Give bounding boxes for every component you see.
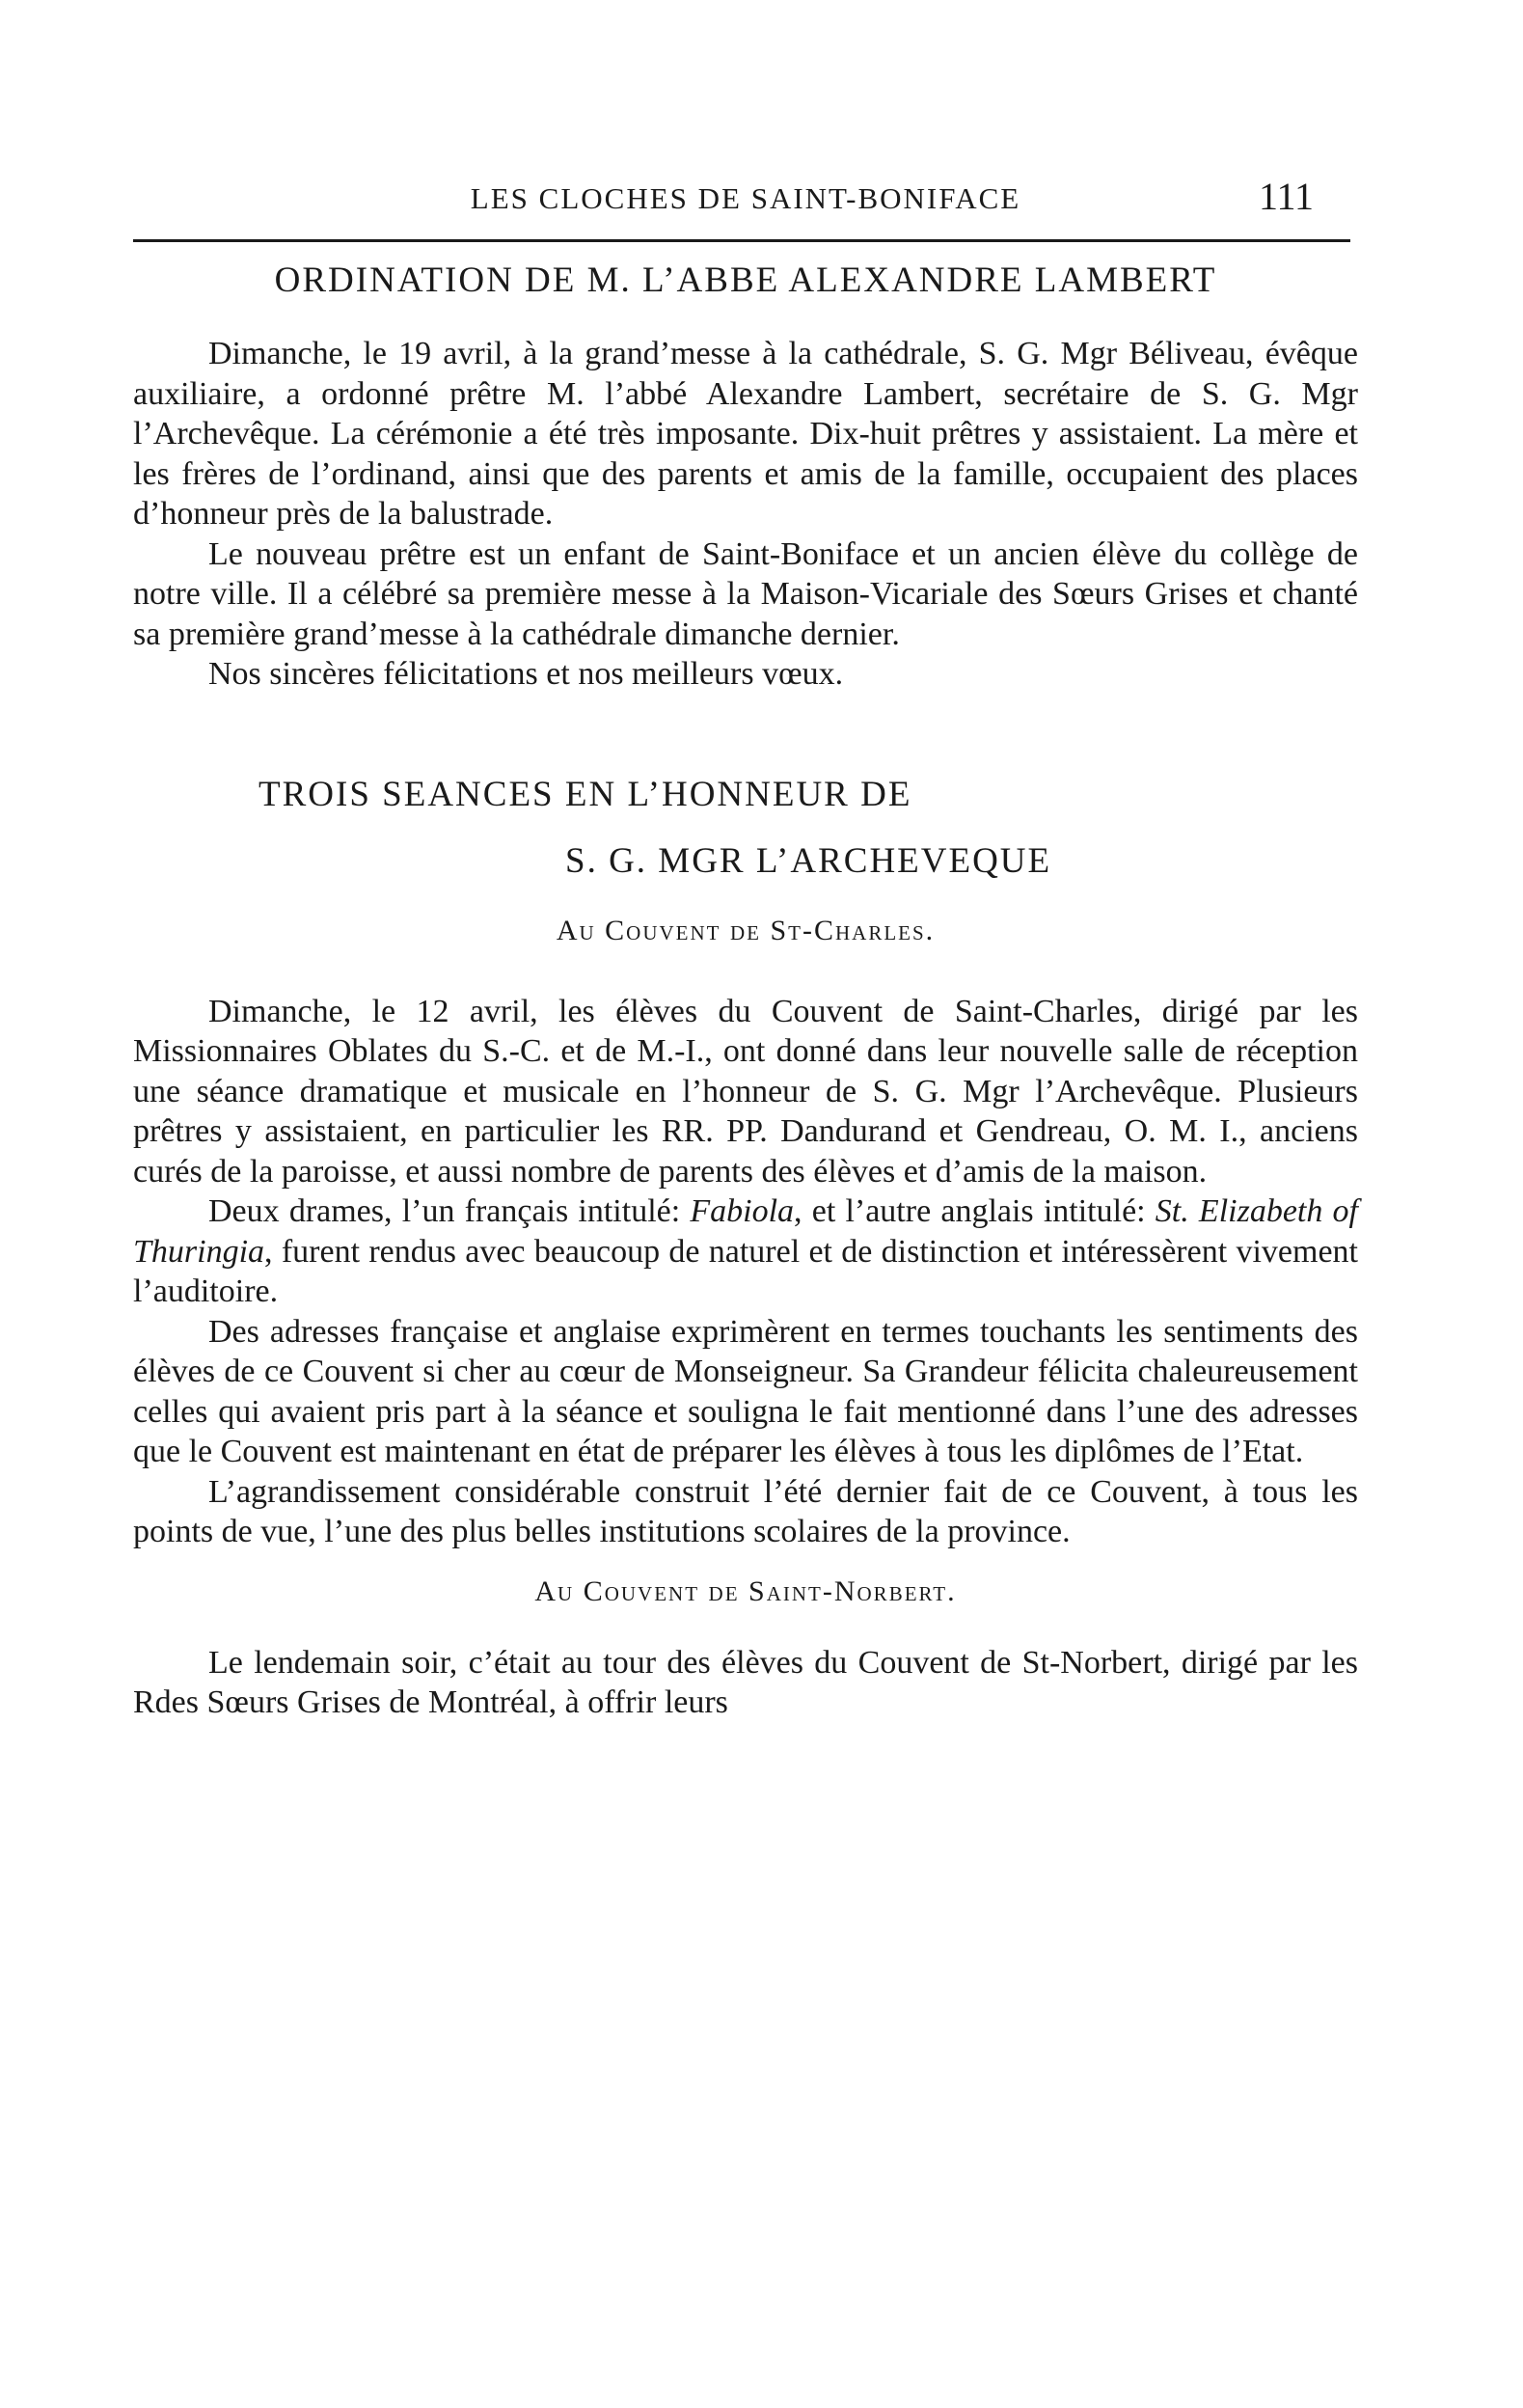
play-title-italic: St. Elizabeth of Thuringia bbox=[133, 1193, 1358, 1270]
paragraph-text: Deux drames, l’un français intitulé: bbox=[208, 1193, 691, 1229]
paragraph: Des adresses française et anglaise exprimèrent en termes touchants les sentiments des élèves de ce Couvent si cher au cœur de Monseigneur. Sa Grandeur félicita chaleureusement celles qui avaient pris part à la séance et souligna le fait mentionné dans l’une des adresses que le Couvent est maintenant en état de préparer les élèves à tous les diplômes de l’Etat. bbox=[133, 1313, 1358, 1469]
paragraph bbox=[133, 1191, 1358, 1312]
section-title-ordination: ORDINATION DE M. L’ABBE ALEXANDRE LAMBERT bbox=[274, 260, 1217, 300]
section-ordination bbox=[133, 260, 1358, 695]
section-title-seances-line2: S. G. MGR L’ARCHEVEQUE bbox=[565, 840, 1052, 881]
paragraph: Le lendemain soir, c’était au tour des élèves du Couvent de St-Norbert, dirigé par les Rdes Sœurs Grises de Montréal, à offrir leurs bbox=[133, 1644, 1358, 1720]
paragraph-text: , et l’autre anglais intitulé: bbox=[794, 1193, 1156, 1229]
page-number: 111 bbox=[1258, 175, 1314, 218]
paragraph: Dimanche, le 19 avril, à la grand’messe à la cathédrale, S. G. Mgr Béliveau, évêque auxiliaire, a ordonné prêtre M. l’abbé Alexandre Lambert, secrétaire de S. G. Mgr l’Archevêque. La cérémonie a été très imposante. Dix-huit prêtres y assistaient. La mère et les frères de l’ordinand, ainsi que des parents et amis de la famille, occupaient des places d’honneur près de la balustrade. bbox=[133, 336, 1358, 532]
section-title-seances-line1: TROIS SEANCES EN L’HONNEUR DE bbox=[258, 774, 912, 814]
document-page bbox=[133, 174, 1358, 2354]
subsection-title-st-charles: Au Couvent de St-Charles. bbox=[556, 914, 936, 946]
paragraph: L’agrandissement considérable construit l’été dernier fait de ce Couvent, à tous les points de vue, l’une des plus belles institutions scolaires de la province. bbox=[133, 1473, 1358, 1549]
paragraph-text: , furent rendus avec beaucoup de naturel et de distinction et intéressèrent vivement l’auditoire. bbox=[133, 1233, 1358, 1309]
running-head bbox=[133, 174, 1358, 232]
header-rule bbox=[133, 239, 1350, 242]
paragraph: Dimanche, le 12 avril, les élèves du Couvent de Saint-Charles, dirigé par les Missionnaires Oblates du S.-C. et de M.-I., ont donné dans leur nouvelle salle de réception une séance dramatique et musicale en l’honneur de S. G. Mgr l’Archevêque. Plusieurs prêtres y assistaient, en particulier les RR. PP. Dandurand et Gendreau, O. M. I., anciens curés de la paroisse, et aussi nombre de parents des élèves et d’amis de la maison. bbox=[133, 993, 1358, 1190]
paragraph: Le nouveau prêtre est un enfant de Saint-Boniface et un ancien élève du collège de notre ville. Il a célébré sa première messe à la Maison-Vicariale des Sœurs Grises et chanté sa première grand’messe à la cathédrale dimanche dernier. bbox=[133, 535, 1358, 652]
section-seances bbox=[133, 774, 1358, 1723]
paragraph: Nos sincères félicitations et nos meilleurs vœux. bbox=[208, 656, 844, 692]
play-title-italic: Fabiola bbox=[690, 1193, 795, 1229]
running-title: LES CLOCHES DE SAINT-BONIFACE bbox=[470, 181, 1021, 215]
subsection-title-st-norbert: Au Couvent de Saint-Norbert. bbox=[534, 1574, 957, 1607]
